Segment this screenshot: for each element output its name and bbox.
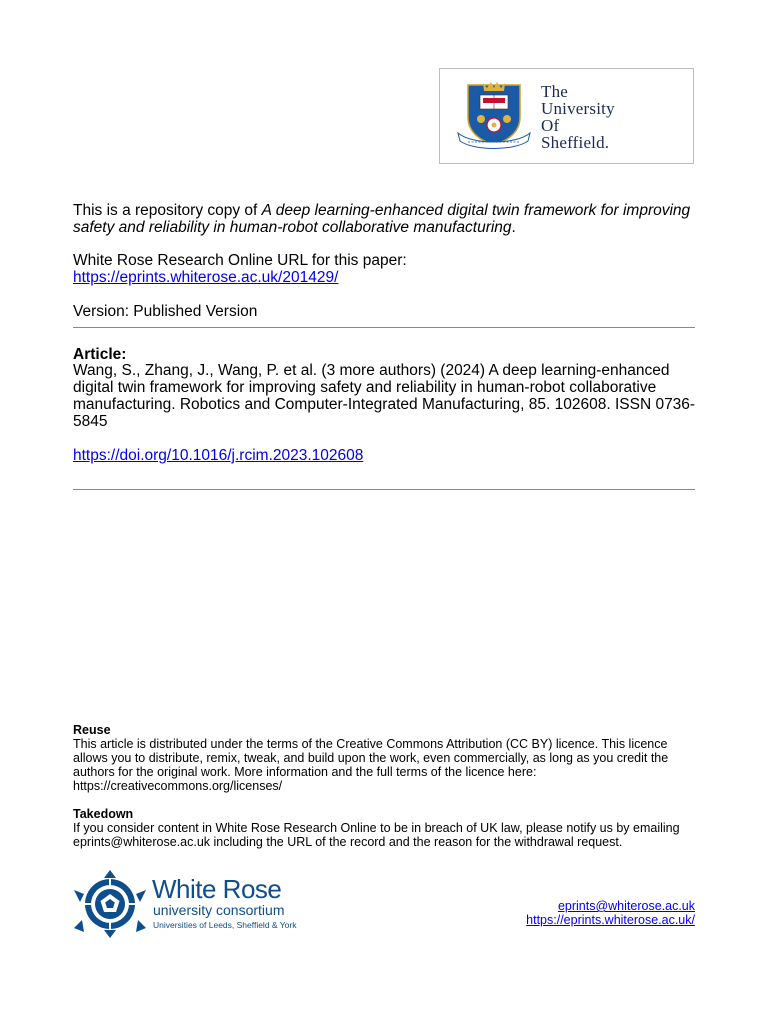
consortium-brand: White Rose — [152, 874, 282, 904]
university-name-line: The — [541, 82, 569, 101]
article-heading: Article: — [73, 346, 127, 363]
university-name — [541, 83, 615, 151]
divider — [73, 489, 695, 490]
university-name-line: Of — [541, 116, 560, 135]
university-name-line: University — [541, 99, 615, 118]
version-text: Version: Published Version — [73, 303, 258, 320]
takedown-heading: Takedown — [73, 807, 134, 821]
takedown-text: If you consider content in White Rose Research Online to be in breach of UK law, please notify us by emailing eprints@whiterose.ac.uk including the URL of the record and the reason for the withdrawal request. — [73, 821, 680, 849]
contact-email-link[interactable]: eprints@whiterose.ac.uk — [557, 899, 695, 913]
reuse-text: This article is distributed under the terms of the Creative Commons Attribution (CC BY) licence. This licence allows you to distribute, remix, tweak, and build upon the work, even commercially, as long as you credit the authors for the original work. More information and the full terms of the licence here: https://creativecommons.org/licenses/ — [73, 737, 669, 793]
repository-intro — [73, 202, 698, 236]
paper-url-link[interactable]: https://eprints.whiterose.ac.uk/201429/ — [73, 269, 339, 286]
sheffield-crest-icon — [454, 79, 534, 155]
intro-suffix: . — [511, 219, 516, 236]
divider — [73, 327, 695, 328]
university-logo — [439, 68, 694, 164]
consortium-subtitle: university consortium — [153, 902, 285, 918]
university-name-line: Sheffield. — [541, 133, 610, 152]
paper-title: A deep learning-enhanced digital twin framework for improving safety and reliability in human-robot collaborative manufacturing — [73, 202, 691, 236]
consortium-universities: Universities of Leeds, Sheffield & York — [153, 920, 297, 930]
contact-site-link[interactable]: https://eprints.whiterose.ac.uk/ — [526, 913, 695, 927]
intro-prefix: This is a repository copy of — [73, 202, 262, 219]
doi-link[interactable]: https://doi.org/10.1016/j.rcim.2023.102608 — [73, 447, 364, 464]
url-label: White Rose Research Online URL for this paper: — [73, 252, 407, 269]
reuse-heading: Reuse — [73, 723, 111, 737]
article-citation: Wang, S., Zhang, J., Wang, P. et al. (3 more authors) (2024) A deep learning-enhanced digital twin framework for improving safety and reliability in human-robot collaborative manufacturing. Robotics and Computer-Integrated Manufacturing, 85. 102608. ISSN 0736-5845 — [73, 362, 696, 430]
